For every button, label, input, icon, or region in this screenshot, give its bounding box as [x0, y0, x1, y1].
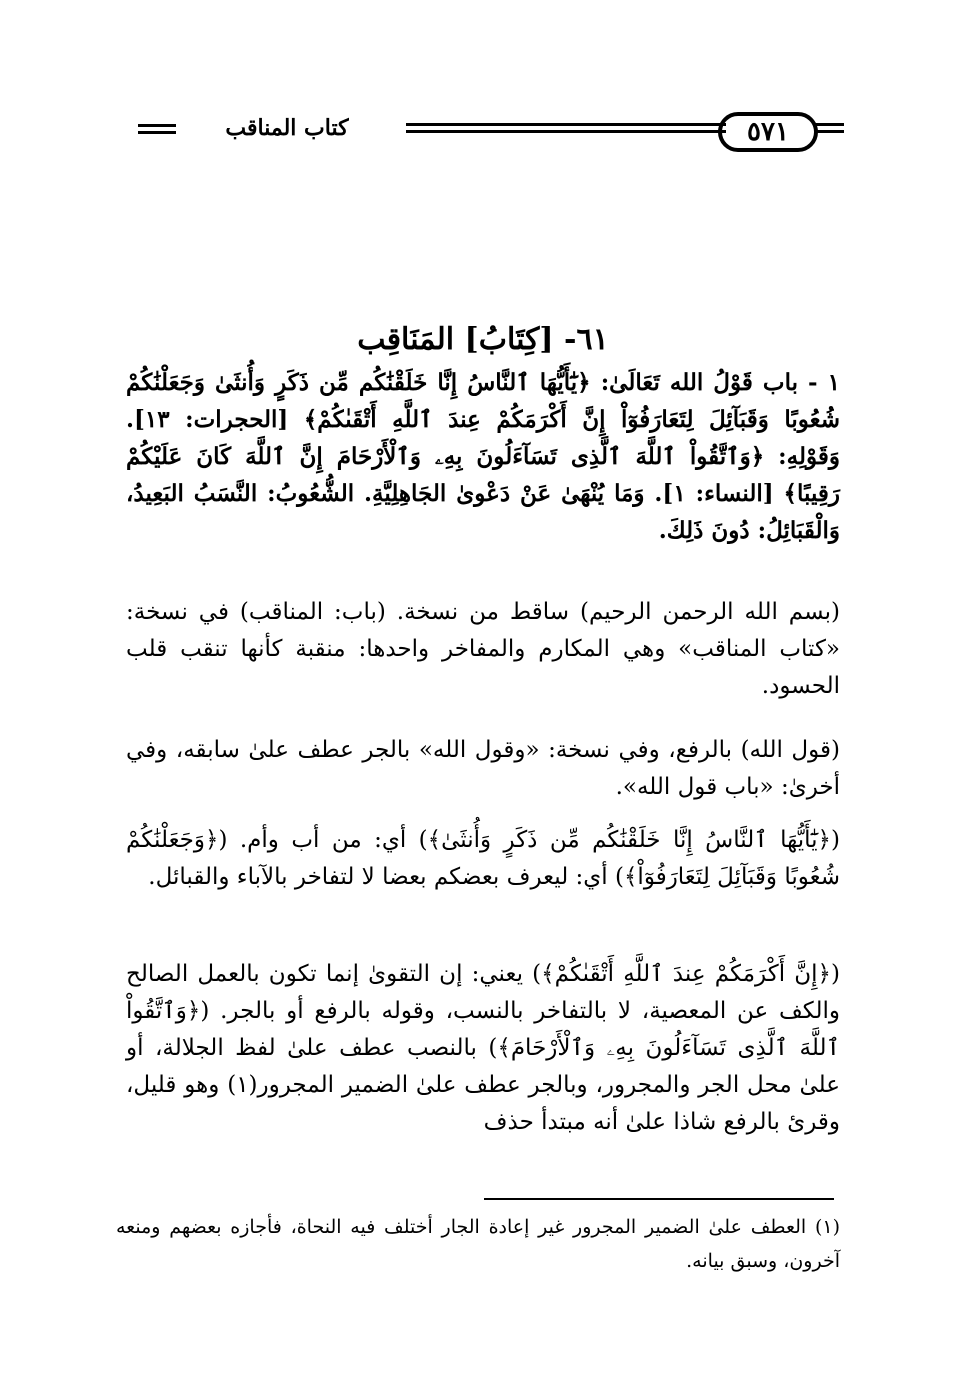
footnote: (١) العطف علىٰ الضمير المجرور غير إعادة الجار أختلف فيه النحاة، فأجازه بعضهم ومنعه آخرون، وسبق بيانه.: [116, 1216, 840, 1272]
commentary-paragraph-1: (بسم الله الرحمن الرحيم) ساقط من نسخة. (باب: المناقب) في نسخة: «كتاب المناقب» وهي المكارم والمفاخر واحدها: منقبة كأنها تنقب قلب الحسود.: [126, 599, 840, 699]
bab-heading-text: ١ - باب قَوْلُ الله تَعَالَىٰ: ﴿يَٰٓأَيُّهَا ٱلنَّاسُ إِنَّا خَلَقْنَٰكُم مِّن ذَكَرٍ وَأُنثَىٰ وَجَعَلْنَٰكُمْ شُعُوبًا وَقَبَآئِلَ لِتَعَارَفُوٓاْ إِنَّ أَكْرَمَكُمْ عِندَ ٱللَّهِ أَتْقَىٰكُمْ﴾ [الحجرات: ١٣]. وَقَوْلِهِ: ﴿وَٱتَّقُواْ ٱللَّهَ ٱلَّذِى تَسَآءَلُونَ بِهِۦ وَٱلْأَرْحَامَ إِنَّ ٱللَّهَ كَانَ عَلَيْكُمْ رَقِيبًا﴾ [النساء: ١]. وَمَا يُنْهَىٰ عَنْ دَعْوىٰ الجَاهِلِيَّةِ. الشُّعُوبُ: النَّسَبُ البَعِيدُ، وَالْقَبَائِلُ: دُونَ ذَلِكَ.: [126, 369, 840, 544]
header-right-rule: [814, 123, 844, 139]
chapter-title: ٦١- [كِتَابُ] المَنَاقِب: [357, 322, 609, 357]
running-header-title: كتاب المناقب: [225, 115, 349, 141]
footnote-separator: [484, 1198, 834, 1200]
header-rule: [406, 123, 726, 139]
commentary-paragraph-4: (﴿إِنَّ أَكْرَمَكُمْ عِندَ ٱللَّهِ أَتْقَىٰكُمْ﴾) يعني: إن التقوىٰ إنما تكون بالعمل الصالح والكف عن المعصية، لا بالتفاخر بالنسب، وقوله بالرفع أو بالجر. (﴿وَٱتَّقُواْ ٱللَّهَ ٱلَّذِى تَسَآءَلُونَ بِهِۦ وَٱلْأَرْحَامَ﴾) بالنصب عطف علىٰ لفظ الجلالة، أو علىٰ محل الجر والمجرور، وبالجر عطف علىٰ الضمير المجرور(١) وهو قليل، وقرئ بالرفع شاذا علىٰ أنه مبتدأ حذف: [126, 961, 840, 1135]
commentary-paragraph-3: (﴿يَٰٓأَيُّهَا ٱلنَّاسُ إِنَّا خَلَقْنَٰكُم مِّن ذَكَرٍ وَأُنثَىٰ﴾) أي: من أب وأم. (﴿وَجَعَلْنَٰكُمْ شُعُوبًا وَقَبَآئِلَ لِتَعَارَفُوٓاْ﴾) أي: ليعرف بعضكم بعضا لا لتفاخر بالآباء والقبائل.: [126, 827, 840, 890]
page-number-badge: ٥٧١: [718, 112, 818, 152]
commentary-paragraph-2: (قول الله) بالرفع، وفي نسخة: «وقول الله» بالجر عطف علىٰ سابقه، وفي أخرىٰ: «باب قول الله».: [126, 737, 840, 800]
header-left-dash: [138, 124, 176, 138]
